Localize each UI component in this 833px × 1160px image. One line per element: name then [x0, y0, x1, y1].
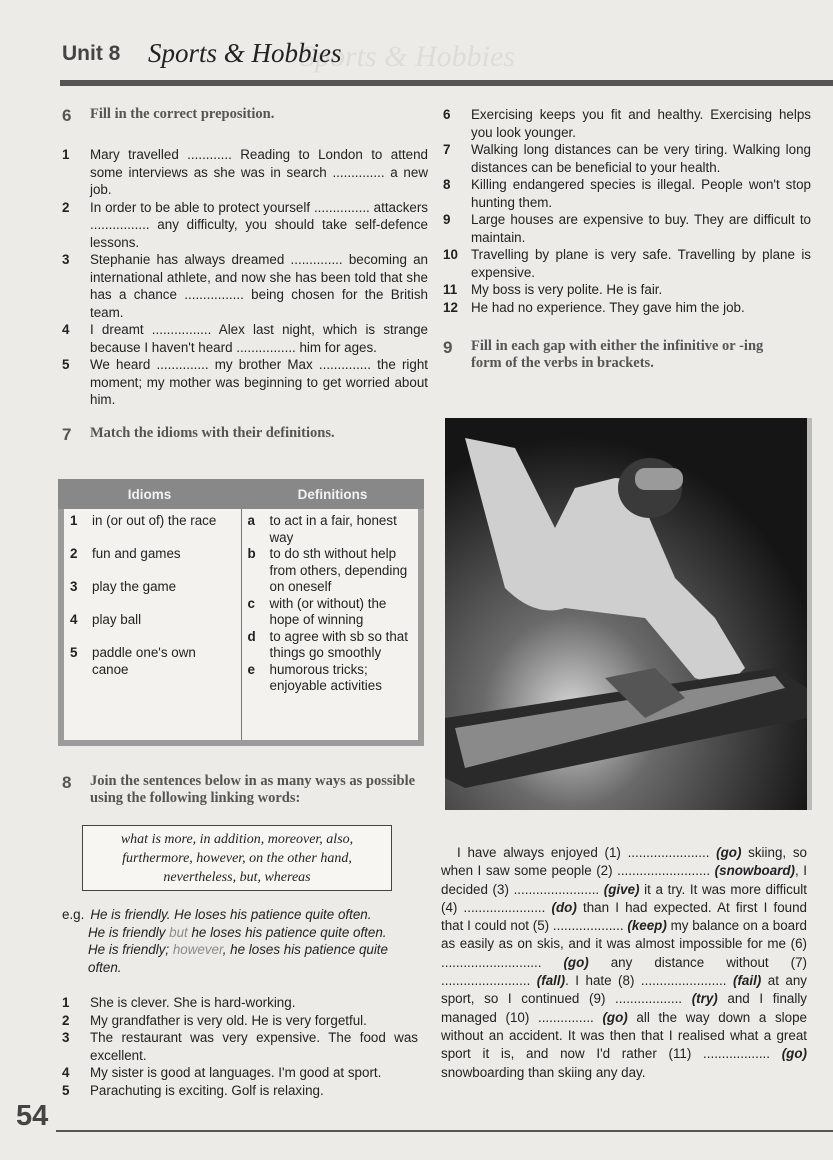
- item-number: 11: [443, 282, 458, 297]
- passage-text: at any sport, so I continued (9) ..................: [441, 973, 807, 1007]
- item-text: My sister is good at languages. I'm good at sport.: [90, 1065, 382, 1080]
- item-number: 9: [443, 212, 451, 227]
- item-text: paddle one's own canoe: [92, 645, 196, 677]
- exercise-title: Fill in the correct preposition.: [90, 106, 275, 122]
- exercise-8-item: [443, 141, 811, 176]
- exercise-8-item: [443, 176, 811, 211]
- exercise-title: Match the idioms with their definitions.: [90, 424, 335, 441]
- example-linker: however: [172, 942, 223, 957]
- passage-text: all the way down a slope without an accident. It was then that I realised what a great sport it is, and now I'd rather (11) ..................: [441, 1009, 807, 1062]
- right-column: [443, 106, 811, 372]
- item-number: c: [247, 595, 255, 611]
- example-label: e.g.: [62, 907, 85, 922]
- passage-text: than I had expected. At first I found that I could not (5) ...................: [441, 899, 808, 934]
- exercise-number: 6: [62, 106, 72, 125]
- item-text: The restaurant was very expensive. The food was excellent.: [90, 1030, 418, 1063]
- exercise-8-item: [62, 1029, 418, 1064]
- snowboarder-illustration: [445, 418, 807, 810]
- item-text: in (or out of) the race: [92, 513, 217, 528]
- exercise-8-item: [443, 106, 811, 141]
- exercise-6-item: [62, 321, 428, 356]
- item-number: 3: [70, 579, 78, 594]
- definition-row: [248, 546, 413, 596]
- exercise-6-item: [62, 251, 428, 321]
- passage-text: my balance on a board as easily as on skis, and it was almost impossible for me (6) ...........................: [441, 918, 808, 970]
- idiom-row: [70, 645, 235, 678]
- unit-label: Unit 8: [62, 42, 121, 65]
- definition-row: [248, 662, 413, 695]
- example-text: he loses his patience quite often.: [191, 924, 387, 940]
- example-text: He is friendly: [88, 924, 166, 940]
- passage-text: any distance without (7) ........................: [441, 954, 807, 989]
- example-line-3: [62, 941, 414, 976]
- idioms-column: [64, 509, 241, 740]
- exercise-8-list: [62, 994, 418, 1099]
- passage-text: I have always enjoyed (1) ......................: [457, 845, 717, 860]
- definition-row: [248, 596, 413, 629]
- idioms-table: [58, 479, 424, 746]
- item-text: We heard .............. my brother Max .............. the right moment; my mother was beginning to get worried about him.: [90, 357, 428, 407]
- item-text: play ball: [92, 612, 142, 627]
- verb-prompt: (go): [602, 1009, 628, 1025]
- passage-text: and I finally managed (10) ...............: [441, 991, 807, 1025]
- exercise-8-heading-wrap: [62, 773, 418, 807]
- item-number: 4: [62, 322, 70, 337]
- definition-row: [248, 629, 413, 662]
- item-text: to act in a fair, honest way: [269, 513, 397, 545]
- item-number: 4: [62, 1065, 70, 1080]
- idioms-table-header: [58, 479, 424, 509]
- example-line-2: [62, 924, 414, 942]
- item-number: 10: [443, 247, 458, 262]
- verb-prompt: (keep): [627, 918, 667, 934]
- example-text: , he loses his patience quite often.: [88, 942, 388, 975]
- definitions-column: [241, 509, 419, 740]
- exercise-8-item: [443, 281, 811, 299]
- example-text: He is friendly. He loses his patience quite often.: [90, 907, 372, 922]
- item-text: Travelling by plane is very safe. Travelling by plane is expensive.: [471, 247, 811, 280]
- item-text: to agree with sb so that things go smoothly: [269, 628, 408, 660]
- item-text: to do sth without help from others, depending on oneself: [269, 546, 408, 594]
- verb-prompt: (go): [716, 845, 742, 860]
- idiom-row: [70, 546, 235, 579]
- exercise-8-item: [443, 299, 811, 317]
- item-number: 2: [62, 199, 70, 215]
- linking-words: what is more, in addition, moreover, also, furthermore, however, on the other hand, nevertheless, but, whereas: [120, 831, 354, 885]
- passage-text: snowboarding than skiing any day.: [441, 1064, 646, 1080]
- item-number: 5: [70, 645, 78, 660]
- item-text: I dreamt ................ Alex last night, which is strange because I haven't heard ................ him for ages.: [90, 322, 428, 355]
- item-number: 12: [443, 299, 458, 315]
- exercise-8-item: [443, 211, 811, 246]
- exercise-number: 8: [62, 773, 72, 792]
- idiom-row: [70, 513, 235, 546]
- idioms-column-header: Idioms: [127, 486, 172, 502]
- exercise-6-item: [62, 199, 428, 252]
- exercise-8-item: [62, 1082, 418, 1100]
- definition-row: [248, 513, 413, 546]
- exercise-8-continued-list: [443, 106, 811, 316]
- verb-prompt: (go): [781, 1046, 807, 1062]
- item-text: He had no experience. They gave him the job.: [471, 299, 745, 315]
- exercise-8-item: [62, 1012, 418, 1030]
- item-number: b: [247, 546, 256, 561]
- exercise-number: 9: [443, 338, 453, 357]
- snowboarder-photo: [445, 418, 812, 810]
- verb-prompt: (try): [691, 991, 718, 1007]
- passage-text: , I decided (3) .......................: [441, 863, 807, 897]
- item-text: Exercising keeps you fit and healthy. Exercising helps you look younger.: [471, 107, 811, 140]
- verb-prompt: (fail): [732, 973, 762, 989]
- header-rule: [60, 80, 833, 86]
- exercise-6-item: [62, 146, 428, 199]
- item-text: Parachuting is exciting. Golf is relaxing.: [90, 1082, 324, 1098]
- exercise-9-heading: [443, 338, 783, 372]
- passage-text: skiing, so when I saw some people (2) .........................: [441, 845, 807, 879]
- exercise-8-item: [62, 1064, 418, 1082]
- verb-prompt: (snowboard): [714, 863, 796, 879]
- item-number: 6: [443, 107, 451, 122]
- item-text: play the game: [92, 579, 177, 594]
- exercise-6-item: [62, 356, 428, 409]
- item-text: Walking long distances can be very tiring. Walking long distances can be beneficial to your health.: [471, 142, 811, 175]
- item-text: fun and games: [92, 546, 181, 561]
- linking-words-box: [82, 825, 392, 891]
- item-number: 1: [62, 147, 70, 162]
- page-number: 54: [16, 1100, 49, 1132]
- exercise-6-list: [62, 146, 428, 409]
- exercise-7-heading: [62, 425, 428, 445]
- item-number: 4: [70, 612, 78, 627]
- item-number: 2: [62, 1012, 70, 1028]
- bottom-rule: [56, 1130, 833, 1132]
- item-number: 1: [62, 995, 70, 1010]
- left-column: [62, 106, 428, 445]
- exercise-8-heading: [62, 773, 418, 807]
- exercise-6-heading: [62, 106, 428, 126]
- item-number: 8: [443, 177, 451, 192]
- item-text: In order to be able to protect yourself ............... attackers ................ any difficulty, you should take self-defence lessons.: [90, 199, 428, 250]
- idiom-row: [70, 612, 235, 645]
- item-number: 2: [70, 546, 78, 561]
- example-linker: but: [165, 924, 192, 940]
- item-text: with (or without) the hope of winning: [269, 595, 387, 627]
- item-text: Mary travelled ............ Reading to London to attend some interviews as she was in search .............. a new job.: [90, 147, 428, 197]
- item-number: e: [247, 661, 255, 677]
- exercise-title: Join the sentences below in as many ways as possible using the following linking words:: [90, 773, 416, 806]
- exercise-title: Fill in each gap with either the infinitive or -ing form of the verbs in brackets.: [471, 338, 764, 371]
- item-number: a: [247, 513, 255, 528]
- item-text: Large houses are expensive to buy. They are difficult to maintain.: [471, 212, 811, 245]
- verb-prompt: (give): [603, 881, 640, 897]
- exercise-8-item: [62, 994, 418, 1012]
- item-number: d: [247, 628, 256, 644]
- verb-prompt: (fall): [536, 973, 566, 989]
- item-text: Stephanie has always dreamed .............. becoming an international athlete, and now she has been told that she has a chance ................ being chosen for the British team.: [90, 252, 428, 320]
- passage-text: . I hate (8) .......................: [565, 973, 733, 989]
- item-number: 1: [70, 513, 78, 528]
- exercise-8-item: [443, 246, 811, 281]
- item-text: Killing endangered species is illegal. People won't stop hunting them.: [471, 177, 811, 210]
- definitions-column-header: Definitions: [297, 486, 368, 502]
- page-header: [0, 0, 833, 92]
- item-text: She is clever. She is hard-working.: [90, 995, 296, 1010]
- exercise-9-passage: [441, 844, 807, 1082]
- item-text: My boss is very polite. He is fair.: [471, 282, 663, 297]
- item-text: humorous tricks; enjoyable activities: [269, 661, 382, 693]
- example-text: He is friendly;: [88, 942, 173, 957]
- idioms-table-body: [64, 509, 418, 740]
- idiom-row: [70, 579, 235, 612]
- passage-text: it a try. It was more difficult (4) ......................: [441, 881, 807, 915]
- item-text: My grandfather is very old. He is very forgetful.: [90, 1012, 367, 1028]
- header-ghost-title: Sports & Hobbies: [300, 40, 516, 73]
- verb-prompt: (go): [563, 954, 589, 970]
- item-number: 5: [62, 1082, 70, 1098]
- exercise-number: 7: [62, 424, 72, 444]
- item-number: 3: [62, 252, 70, 267]
- item-number: 3: [62, 1030, 70, 1045]
- unit-title: Sports & Hobbies: [148, 38, 342, 68]
- example-line-1: [62, 906, 414, 924]
- item-number: 7: [443, 142, 451, 157]
- example-block: [62, 906, 414, 976]
- item-number: 5: [62, 357, 70, 372]
- verb-prompt: (do): [551, 899, 577, 915]
